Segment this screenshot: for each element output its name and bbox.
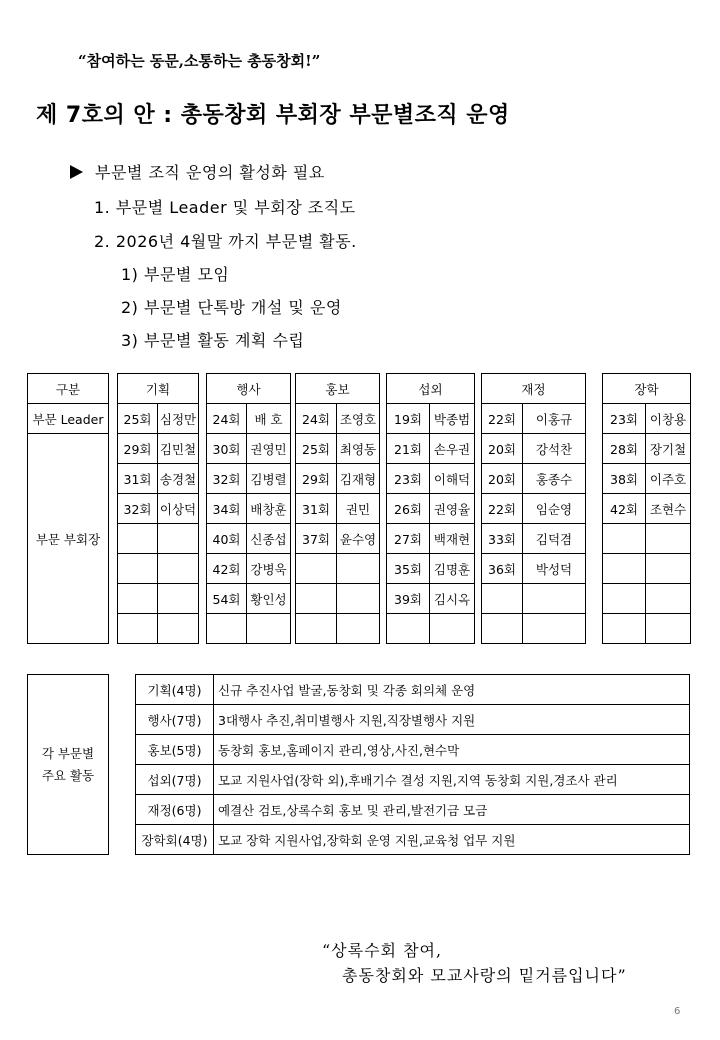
slogan-bottom	[322, 938, 627, 988]
org-name-cell: 조현수	[646, 494, 691, 524]
org-class-cell: 37회	[296, 524, 337, 554]
bullet-sub-2: 2) 부문별 단톡방 개설 및 운영	[121, 298, 342, 317]
org-name-cell: 권영율	[430, 494, 475, 524]
org-class-cell: 39회	[387, 584, 430, 614]
org-class-cell: 24회	[296, 404, 337, 434]
bullet-main	[70, 160, 325, 183]
org-name-cell	[430, 614, 475, 644]
org-class-cell	[603, 554, 646, 584]
org-class-cell: 32회	[118, 494, 158, 524]
org-name-cell: 박성덕	[523, 554, 586, 584]
activity-group-label	[28, 675, 109, 855]
org-gap	[199, 524, 207, 554]
org-gap	[199, 614, 207, 644]
activity-dept: 섭외(7명)	[136, 765, 214, 795]
org-name-cell: 윤수영	[337, 524, 380, 554]
org-gap	[586, 524, 603, 554]
org-class-cell	[482, 584, 523, 614]
org-class-cell: 21회	[387, 434, 430, 464]
org-vice-row	[28, 434, 691, 464]
org-table	[27, 373, 691, 644]
activity-desc: 예결산 검토,상록수회 홍보 및 관리,발전기금 모금	[214, 795, 690, 825]
org-name-cell: 김명훈	[430, 554, 475, 584]
org-gap	[199, 494, 207, 524]
org-gap	[380, 584, 387, 614]
org-vice-row	[28, 614, 691, 644]
bullet-sub-3: 3) 부문별 활동 계획 수립	[121, 331, 305, 350]
slogan-bottom-line-2: 총동창회와 모교사랑의 밑거름입니다”	[342, 966, 627, 985]
activity-dept: 행사(7명)	[136, 705, 214, 735]
org-class-cell	[118, 584, 158, 614]
org-class-cell: 36회	[482, 554, 523, 584]
org-vice-row	[28, 524, 691, 554]
org-class-cell: 40회	[207, 524, 247, 554]
org-name-cell: 백재현	[430, 524, 475, 554]
org-gap	[380, 434, 387, 464]
org-name-cell: 이창용	[646, 404, 691, 434]
org-gap	[199, 434, 207, 464]
org-class-cell: 25회	[118, 404, 158, 434]
bullet-item-2: 2. 2026년 4월말 까지 부문별 활동.	[94, 232, 357, 251]
org-gap	[380, 464, 387, 494]
slogan-bottom-line-1: “상록수회 참여,	[322, 941, 443, 960]
org-class-cell: 38회	[603, 464, 646, 494]
org-name-cell: 장기철	[646, 434, 691, 464]
org-name-cell: 이상덕	[158, 494, 199, 524]
org-name-cell	[247, 614, 291, 644]
org-class-cell	[603, 584, 646, 614]
org-name-cell: 이홍규	[523, 404, 586, 434]
activity-dept: 장학회(4명)	[136, 825, 214, 855]
org-name-cell: 조영호	[337, 404, 380, 434]
org-gap	[475, 614, 482, 644]
activity-desc: 모교 장학 지원사업,장학회 운영 지원,교육청 업무 지원	[214, 825, 690, 855]
org-name-cell: 이주호	[646, 464, 691, 494]
org-gap	[586, 404, 603, 434]
org-gap	[199, 464, 207, 494]
org-name-cell: 황인성	[247, 584, 291, 614]
org-name-cell: 김민철	[158, 434, 199, 464]
org-class-cell: 31회	[296, 494, 337, 524]
org-gap	[380, 524, 387, 554]
org-name-cell: 권민	[337, 494, 380, 524]
org-name-cell	[158, 614, 199, 644]
activity-dept: 기획(4명)	[136, 675, 214, 705]
activity-desc: 3대행사 추진,취미별행사 지원,직장별행사 지원	[214, 705, 690, 735]
org-name-cell: 박종범	[430, 404, 475, 434]
org-vice-row	[28, 494, 691, 524]
activity-desc: 모교 지원사업(장학 외),후배기수 결성 지원,지역 동창회 지원,경조사 관리	[214, 765, 690, 795]
org-gap	[109, 464, 118, 494]
org-vice-row	[28, 464, 691, 494]
org-gap	[380, 614, 387, 644]
org-class-cell: 22회	[482, 404, 523, 434]
org-class-cell: 19회	[387, 404, 430, 434]
org-class-cell	[207, 614, 247, 644]
org-gap	[109, 404, 118, 434]
org-gap	[475, 404, 482, 434]
org-gap	[586, 614, 603, 644]
org-gap	[109, 524, 118, 554]
org-gap	[109, 494, 118, 524]
org-name-cell: 김덕겸	[523, 524, 586, 554]
org-name-cell: 배창훈	[247, 494, 291, 524]
org-name-cell: 배 호	[247, 404, 291, 434]
org-gap	[475, 584, 482, 614]
org-header-cell: 기획	[118, 374, 199, 404]
org-gap	[380, 404, 387, 434]
activity-dept: 홍보(5명)	[136, 735, 214, 765]
org-class-cell: 23회	[387, 464, 430, 494]
activities-table	[27, 674, 690, 855]
org-header-cell: 구분	[28, 374, 109, 404]
org-class-cell: 26회	[387, 494, 430, 524]
org-class-cell: 20회	[482, 464, 523, 494]
org-gap	[475, 374, 482, 404]
org-class-cell	[296, 584, 337, 614]
org-name-cell	[646, 554, 691, 584]
org-gap	[380, 374, 387, 404]
org-class-cell	[296, 554, 337, 584]
bullet-main-text: 부문별 조직 운영의 활성화 필요	[95, 163, 325, 182]
page-number: 6	[674, 1006, 681, 1017]
bullet-sub-1: 1) 부문별 모임	[121, 265, 230, 284]
triangle-bullet-icon	[70, 165, 83, 179]
org-name-cell	[523, 584, 586, 614]
org-name-cell	[158, 584, 199, 614]
org-name-cell: 송경철	[158, 464, 199, 494]
org-class-cell: 54회	[207, 584, 247, 614]
org-name-cell	[646, 584, 691, 614]
org-class-cell	[482, 614, 523, 644]
org-class-cell: 25회	[296, 434, 337, 464]
org-gap	[475, 554, 482, 584]
activity-group-label-line-2: 주요 활동	[41, 767, 95, 783]
org-gap	[586, 584, 603, 614]
org-gap	[475, 494, 482, 524]
org-name-cell: 김시옥	[430, 584, 475, 614]
org-gap	[475, 464, 482, 494]
org-class-cell: 30회	[207, 434, 247, 464]
org-name-cell: 강병욱	[247, 554, 291, 584]
org-gap	[475, 434, 482, 464]
org-leader-label: 부문 Leader	[28, 404, 109, 434]
org-name-cell	[646, 614, 691, 644]
org-vice-label: 부문 부회장	[28, 434, 109, 644]
org-class-cell: 20회	[482, 434, 523, 464]
org-gap	[199, 374, 207, 404]
org-class-cell: 31회	[118, 464, 158, 494]
org-gap	[199, 404, 207, 434]
org-class-cell: 27회	[387, 524, 430, 554]
org-class-cell	[603, 614, 646, 644]
org-name-cell	[158, 554, 199, 584]
org-gap	[109, 434, 118, 464]
org-name-cell	[158, 524, 199, 554]
org-gap	[109, 554, 118, 584]
org-gap	[109, 584, 118, 614]
org-header-cell: 섭외	[387, 374, 475, 404]
org-name-cell: 최영동	[337, 434, 380, 464]
org-class-cell: 28회	[603, 434, 646, 464]
org-name-cell: 권영민	[247, 434, 291, 464]
activity-dept: 재정(6명)	[136, 795, 214, 825]
org-gap	[586, 464, 603, 494]
org-name-cell	[337, 614, 380, 644]
org-gap	[586, 554, 603, 584]
activity-desc: 동창회 홍보,홈페이지 관리,영상,사진,현수막	[214, 735, 690, 765]
activity-row	[28, 675, 690, 705]
org-class-cell: 42회	[603, 494, 646, 524]
org-name-cell: 김재형	[337, 464, 380, 494]
org-name-cell: 김병렬	[247, 464, 291, 494]
org-header-cell: 홍보	[296, 374, 380, 404]
org-name-cell: 이해덕	[430, 464, 475, 494]
org-class-cell: 34회	[207, 494, 247, 524]
org-name-cell	[337, 554, 380, 584]
org-class-cell: 29회	[118, 434, 158, 464]
org-header-cell: 행사	[207, 374, 291, 404]
org-class-cell	[118, 614, 158, 644]
org-name-cell	[337, 584, 380, 614]
activity-gap	[109, 675, 136, 855]
org-name-cell: 홍종수	[523, 464, 586, 494]
org-gap	[475, 524, 482, 554]
org-gap	[109, 374, 118, 404]
page-title: 제 7호의 안 : 총동창회 부회장 부문별조직 운영	[36, 103, 510, 128]
org-gap	[586, 374, 603, 404]
org-gap	[199, 554, 207, 584]
org-class-cell: 23회	[603, 404, 646, 434]
org-class-cell	[603, 524, 646, 554]
org-name-cell: 심정만	[158, 404, 199, 434]
slogan-top: “참여하는 동문,소통하는 총동창회!”	[78, 52, 321, 70]
org-name-cell: 강석찬	[523, 434, 586, 464]
activity-group-label-line-1: 각 부문별	[41, 745, 95, 761]
org-class-cell	[118, 524, 158, 554]
org-header-cell: 장학	[603, 374, 691, 404]
org-class-cell	[118, 554, 158, 584]
org-name-cell	[523, 614, 586, 644]
org-class-cell: 29회	[296, 464, 337, 494]
org-header-cell: 재정	[482, 374, 586, 404]
org-vice-row	[28, 584, 691, 614]
org-name-cell: 신종섭	[247, 524, 291, 554]
org-gap	[380, 554, 387, 584]
org-class-cell: 32회	[207, 464, 247, 494]
org-name-cell: 손우권	[430, 434, 475, 464]
org-gap	[586, 494, 603, 524]
org-leader-row	[28, 404, 691, 434]
org-class-cell	[296, 614, 337, 644]
org-class-cell: 22회	[482, 494, 523, 524]
org-gap	[109, 614, 118, 644]
org-class-cell: 24회	[207, 404, 247, 434]
activity-desc: 신규 추진사업 발굴,동창회 및 각종 회의체 운영	[214, 675, 690, 705]
org-gap	[199, 584, 207, 614]
org-name-cell: 임순영	[523, 494, 586, 524]
org-vice-row	[28, 554, 691, 584]
org-class-cell	[387, 614, 430, 644]
org-class-cell: 42회	[207, 554, 247, 584]
org-gap	[586, 434, 603, 464]
org-class-cell: 33회	[482, 524, 523, 554]
org-name-cell	[646, 524, 691, 554]
org-class-cell: 35회	[387, 554, 430, 584]
org-gap	[380, 494, 387, 524]
org-header-row	[28, 374, 691, 404]
bullet-item-1: 1. 부문별 Leader 및 부회장 조직도	[94, 198, 356, 217]
